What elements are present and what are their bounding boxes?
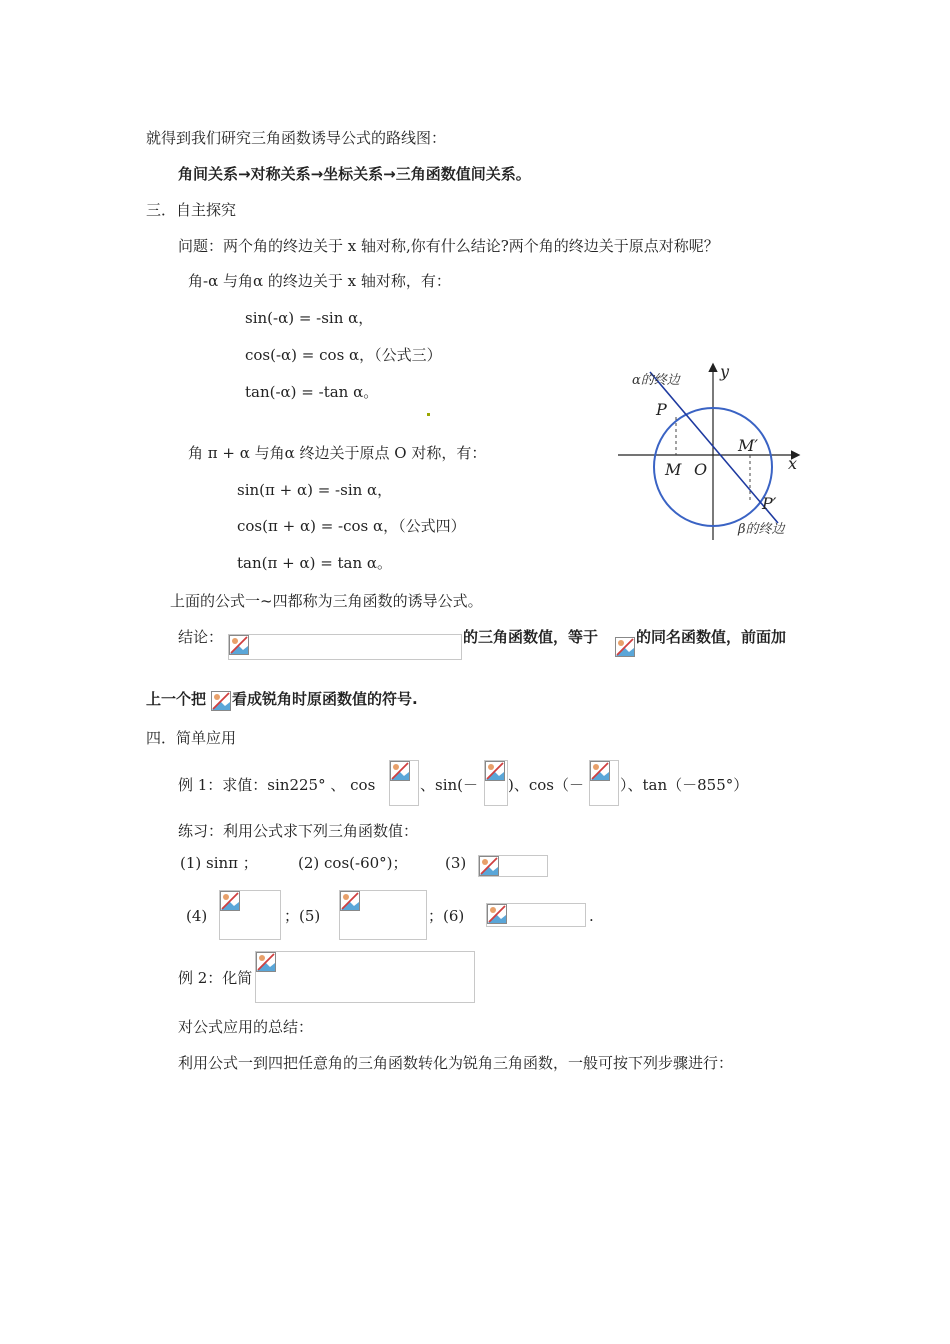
broken-image-icon xyxy=(479,856,499,876)
origin-label: O xyxy=(694,460,708,479)
section-3-heading: 三．自主探究 xyxy=(146,201,237,219)
broken-image-icon xyxy=(590,761,610,781)
formula-image-placeholder xyxy=(484,760,508,806)
sym-o-intro: 角 π + α 与角α 终边关于原点 O 对称，有： xyxy=(188,444,487,462)
y-axis-label: y xyxy=(720,362,730,381)
example-1-sep1: 、sin(－ xyxy=(420,776,479,794)
formula-3-cos: cos(-α) = cos α，（公式三） xyxy=(245,346,442,364)
formula-3-tan: tan(-α) = -tan α。 xyxy=(245,383,379,401)
practice-end: . xyxy=(589,907,594,925)
example-1-sep2: )、cos（－ xyxy=(508,776,584,794)
formula-image-placeholder xyxy=(339,890,427,940)
intro-text: 就得到我们研究三角函数诱导公式的路线图： xyxy=(146,129,447,147)
practice-item-4-label: (4) xyxy=(186,907,208,925)
conclusion-part2: 的同名函数值，前面加 xyxy=(636,628,787,646)
point-p-label: P xyxy=(656,400,667,419)
route-map: 角间关系→对称关系→坐标关系→三角函数值间关系。 xyxy=(178,165,531,183)
formula-image-placeholder xyxy=(255,951,475,1003)
formula-4-tan: tan(π + α) = tan α。 xyxy=(237,554,393,572)
practice-item-3-label: (3) xyxy=(445,854,467,872)
example-2-label: 例 2：化简 xyxy=(178,969,253,987)
broken-image-icon xyxy=(485,761,505,781)
broken-image-icon xyxy=(487,904,507,924)
formula-image-placeholder xyxy=(486,903,586,927)
practice-item-5-label: ；(5) xyxy=(284,907,321,925)
formula-image-placeholder xyxy=(389,760,419,806)
broken-image-icon xyxy=(220,891,240,911)
practice-item-1: (1) sinπ ； xyxy=(180,854,258,872)
terminal-side-line xyxy=(650,372,778,523)
stray-dot xyxy=(427,413,430,416)
alpha-terminal-label: α的终边 xyxy=(632,373,680,388)
conclusion-part1: 的三角函数值，等于 xyxy=(463,628,599,646)
section-4-heading: 四．简单应用 xyxy=(146,729,237,747)
broken-image-icon xyxy=(229,635,249,655)
formula-image-placeholder xyxy=(589,760,619,806)
example-1-prefix: 例 1：求值：sin225° 、 cos xyxy=(178,776,376,794)
broken-image-icon xyxy=(211,691,231,711)
broken-image-icon xyxy=(256,952,276,972)
sym-x-intro: 角-α 与角α 的终边关于 x 轴对称，有： xyxy=(188,272,451,290)
conclusion-line2a: 上一个把 xyxy=(146,690,207,708)
question-text: 问题：两个角的终边关于 x 轴对称,你有什么结论?两个角的终边关于原点对称呢？ xyxy=(178,237,719,255)
formula-3-sin: sin(-α) = -sin α， xyxy=(245,309,374,327)
broken-image-icon xyxy=(615,637,635,657)
broken-image-icon xyxy=(340,891,360,911)
summary-steps: 利用公式一到四把任意角的三角函数转化为锐角三角函数，一般可按下列步骤进行： xyxy=(178,1054,734,1072)
conclusion-label: 结论： xyxy=(178,628,224,646)
practice-title: 练习：利用公式求下列三角函数值： xyxy=(178,822,419,840)
summary-text: 上面的公式一~四都称为三角函数的诱导公式。 xyxy=(170,592,483,610)
formula-4-sin: sin(π + α) = -sin α， xyxy=(237,481,393,499)
practice-item-2: (2) cos(-60°)； xyxy=(298,854,408,872)
beta-terminal-label: β的终边 xyxy=(738,522,785,537)
formula-image-placeholder xyxy=(219,890,281,940)
broken-image-icon xyxy=(390,761,410,781)
conclusion-line2b: 看成锐角时原函数值的符号. xyxy=(232,690,418,708)
formula-image-placeholder xyxy=(478,855,548,877)
summary-title: 对公式应用的总结： xyxy=(178,1018,314,1036)
unit-circle-figure xyxy=(610,355,810,545)
formula-image-placeholder xyxy=(228,634,462,660)
example-1-sep3: ）、tan（－855°） xyxy=(620,776,749,794)
x-axis-label: x xyxy=(788,454,798,473)
point-p-prime-label: P′ xyxy=(762,494,777,513)
point-m-prime-label: M′ xyxy=(738,436,759,455)
formula-4-cos: cos(π + α) = -cos α，（公式四） xyxy=(237,517,466,535)
practice-item-6-label: ；(6) xyxy=(428,907,465,925)
point-m-label: M xyxy=(665,460,682,479)
